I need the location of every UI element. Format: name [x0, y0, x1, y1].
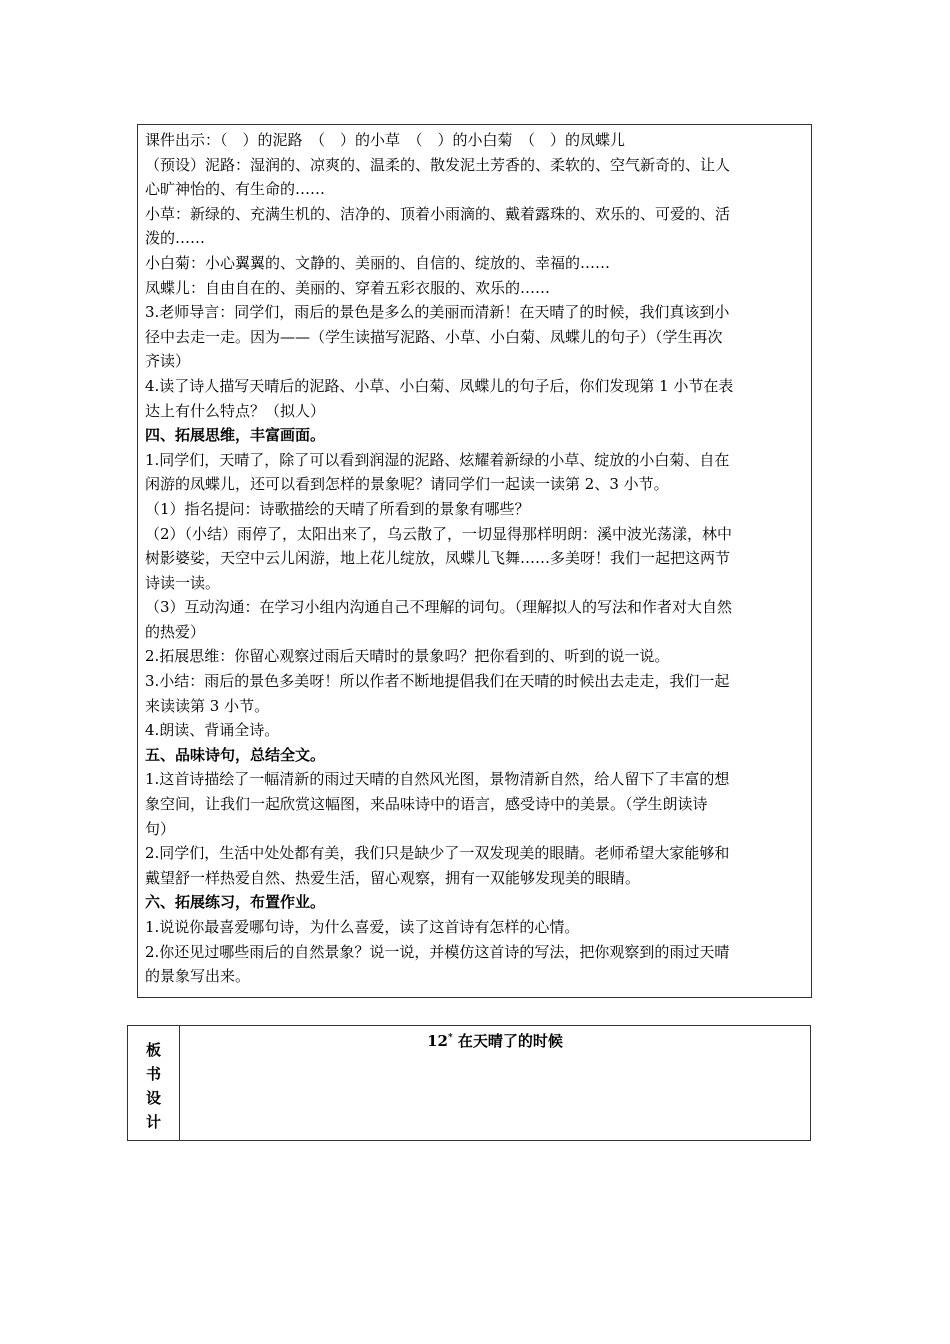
self-study-mark: *: [447, 1033, 453, 1043]
text-line: 心旷神怡的、有生命的……: [145, 180, 326, 199]
lesson-title: 在天晴了的时候: [452, 1032, 563, 1050]
section-heading: 四、拓展思维，丰富画面。: [145, 426, 326, 445]
text-line: 3.小结：雨后的景色多美呀！所以作者不断地提倡我们在天晴的时候出去走走，我们一起: [145, 672, 730, 691]
text-line: 达上有什么特点？（拟人）: [145, 401, 326, 420]
text-line: （3）互动沟通：在学习小组内沟通自己不理解的词句。（理解拟人的写法和作者对大自然: [145, 598, 733, 617]
text-line: 来读读第 3 小节。: [145, 696, 270, 715]
board-design-label: [128, 1026, 180, 1140]
text-line: 闲游的凤蝶儿，还可以看到怎样的景象呢？请同学们一起读一读第 2、3 小节。: [145, 475, 669, 494]
text-line: 1.说说你最喜爱哪句诗，为什么喜爱，读了这首诗有怎样的心情。: [145, 918, 580, 936]
text-line: 诗读一读。: [145, 573, 221, 592]
text-line: （1）指名提问：诗歌描绘的天晴了所看到的景象有哪些？: [145, 499, 530, 518]
board-design-table: [127, 1025, 811, 1141]
text-line: 小白菊：小心翼翼的、文静的、美丽的、自信的、绽放的、幸福的……: [145, 253, 611, 272]
lesson-number: 12: [427, 1032, 448, 1050]
text-line: 3.老师导言：同学们，雨后的景色是多么的美丽而清新！在天晴了的时候，我们真该到小: [145, 303, 730, 322]
text-line: （预设）泥路：湿润的、凉爽的、温柔的、散发泥土芳香的、柔软的、空气新奇的、让人: [145, 155, 731, 174]
text-line: 凤蝶儿：自由自在的、美丽的、穿着五彩衣服的、欢乐的……: [145, 278, 551, 297]
text-line: 戴望舒一样热爱自然、热爱生活，留心观察，拥有一双能够发现美的眼睛。: [145, 868, 641, 887]
text-line: 2.同学们，生活中处处都有美，我们只是缺少了一双发现美的眼睛。老师希望大家能够和: [145, 844, 730, 863]
text-line: 4.朗读、背诵全诗。: [145, 721, 280, 740]
lesson-content-box: [137, 124, 812, 998]
board-design-char: 计: [145, 1113, 161, 1131]
text-line: 的热爱）: [145, 622, 206, 641]
text-line: 小草：新绿的、充满生机的、洁净的、顶着小雨滴的、戴着露珠的、欢乐的、可爱的、活: [145, 204, 731, 223]
text-line: 2.拓展思维：你留心观察过雨后天晴时的景象吗？把你看到的、听到的说一说。: [145, 647, 670, 666]
board-design-char: 书: [145, 1065, 161, 1083]
board-design-content: [180, 1026, 810, 1140]
section-heading: 五、品味诗句，总结全文。: [145, 745, 326, 764]
board-design-char: 板: [145, 1041, 161, 1059]
text-line: 齐读）: [145, 352, 191, 371]
text-line: 泼的……: [145, 229, 206, 248]
text-line: 1.这首诗描绘了一幅清新的雨过天晴的自然风光图，景物清新自然，给人留下了丰富的想: [145, 770, 730, 789]
text-line: （2）（小结）雨停了，太阳出来了，乌云散了，一切显得那样明朗：溪中波光荡漾，林中: [145, 524, 733, 543]
text-line: 课件出示：（ ）的泥路 （ ）的小草 （ ）的小白菊 （ ）的凤蝶儿: [145, 131, 626, 149]
text-line: 径中去走一走。因为——（学生读描写泥路、小草、小白菊、凤蝶儿的句子）（学生再次: [145, 327, 723, 346]
text-line: 象空间，让我们一起欣赏这幅图，来品味诗中的语言，感受诗中的美景。（学生朗读诗: [145, 795, 708, 814]
text-line: 2.你还见过哪些雨后的自然景象？说一说，并模仿这首诗的写法，把你观察到的雨过天晴: [145, 942, 730, 961]
board-design-char: 设: [145, 1089, 161, 1107]
text-line: 4.读了诗人描写天晴后的泥路、小草、小白菊、凤蝶儿的句子后，你们发现第 1 小节在表: [145, 376, 734, 395]
text-line: 树影婆娑，天空中云儿闲游，地上花儿绽放，凤蝶儿飞舞……多美呀！我们一起把这两节: [145, 549, 731, 568]
text-line: 句）: [145, 819, 176, 838]
text-line: 1.同学们，天晴了，除了可以看到润湿的泥路、炫耀着新绿的小草、绽放的小白菊、自在: [145, 450, 730, 469]
section-heading: 六、拓展练习，布置作业。: [145, 893, 326, 912]
text-line: 的景象写出来。: [145, 967, 251, 986]
